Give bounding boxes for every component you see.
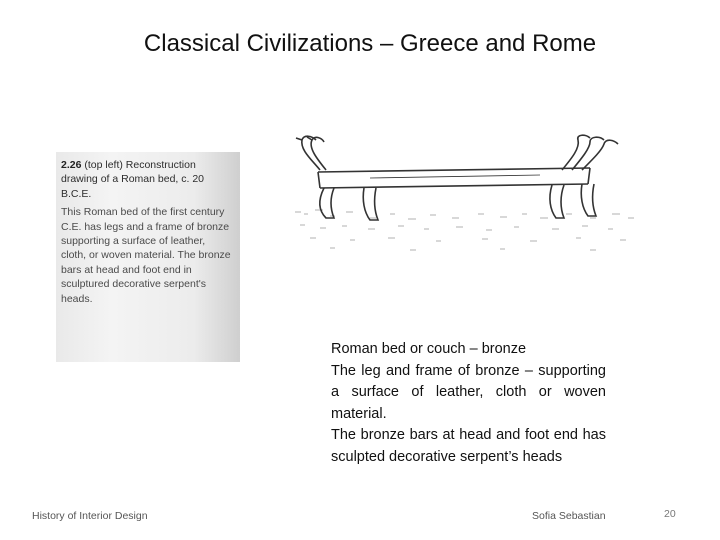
scanned-caption-header bbox=[61, 158, 232, 201]
caption-body-2: The bronze bars at head and foot end has sculpted decorative serpent’s heads bbox=[331, 427, 606, 465]
figure-header-text: (top left) Reconstruction drawing of a Roman bed, c. 20 B.C.E. bbox=[61, 159, 205, 200]
footer-course: History of Interior Design bbox=[32, 510, 148, 522]
slide-title: Classical Civilizations – Greece and Rome bbox=[143, 30, 597, 57]
footer-author: Sofia Sebastian bbox=[532, 510, 606, 522]
figure-number: 2.26 bbox=[61, 159, 82, 171]
caption-body: The leg and frame of bronze – supporting a surface of leather, cloth or woven material. bbox=[331, 362, 606, 422]
caption-title: Roman bed or couch – bronze bbox=[331, 341, 527, 357]
page-number: 20 bbox=[664, 508, 676, 520]
roman-bed-drawing bbox=[290, 130, 640, 260]
scanned-caption-body: This Roman bed of the first century C.E. has legs and a frame of bronze supporting a surface of leather, cloth, or woven material. The bronze bars at head and foot end in sculptured decorative serpent's heads. bbox=[61, 206, 231, 305]
caption-text-block bbox=[331, 339, 606, 468]
scanned-caption-image bbox=[56, 152, 240, 362]
